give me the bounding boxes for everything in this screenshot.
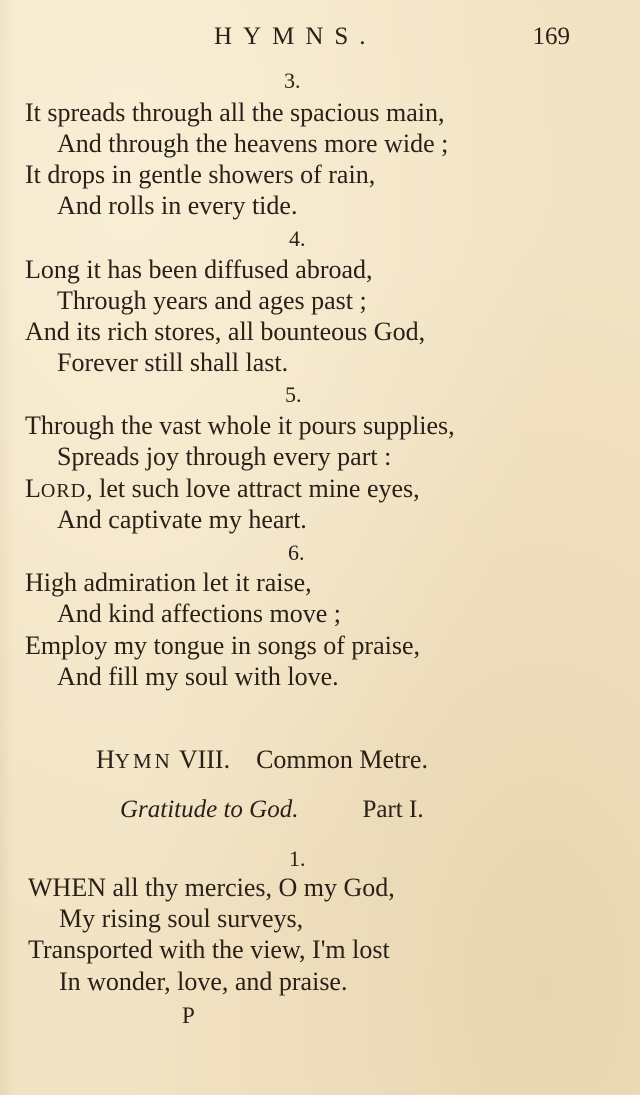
- verse-line: Long it has been diffused abroad,: [25, 255, 373, 284]
- verse-line: And captivate my heart.: [57, 505, 307, 534]
- verse-line: Through years and ages past ;: [57, 286, 367, 315]
- hymn-label-small-caps: YMN: [114, 749, 173, 773]
- lord-small-caps: ORD: [40, 480, 87, 502]
- hymn-number: VIII.: [178, 745, 231, 774]
- hymn-subject: Gratitude to God.: [120, 796, 299, 823]
- verse-line: Spreads joy through every part :: [57, 442, 392, 471]
- verse-line: Employ my tongue in songs of praise,: [25, 631, 421, 660]
- lord-initial: L: [25, 474, 41, 503]
- verse-line: In wonder, love, and praise.: [59, 967, 348, 996]
- hymn-heading: [96, 745, 428, 776]
- verse-line: And kind affections move ;: [57, 599, 342, 628]
- verse-line: And its rich stores, all bounteous God,: [25, 317, 426, 346]
- verse-line: Through the vast whole it pours supplies,: [25, 411, 455, 440]
- signature-mark: P: [182, 1003, 195, 1028]
- verse-line: Forever still shall last.: [57, 348, 289, 377]
- running-title: HYMNS.: [214, 23, 377, 50]
- hymn-metre: Common Metre.: [256, 745, 428, 774]
- verse-line: It drops in gentle showers of rain,: [25, 160, 376, 189]
- hymn-label-initial: H: [96, 745, 115, 774]
- verse-line: And fill my soul with love.: [57, 662, 339, 691]
- hymn-subtitle: [120, 795, 424, 825]
- hymn-part: Part I.: [362, 796, 424, 823]
- verse-line: My rising soul surveys,: [59, 904, 304, 933]
- verse-line: WHEN all thy mercies, O my God,: [28, 873, 395, 902]
- verse-line: It spreads through all the spacious main,: [25, 98, 445, 127]
- stanza-number: 1.: [289, 846, 306, 871]
- verse-line: And through the heavens more wide ;: [57, 129, 449, 158]
- verse-line: Transported with the view, I'm lost: [28, 935, 390, 964]
- stanza-number: 6.: [288, 540, 305, 565]
- stanza-number: 3.: [284, 68, 301, 93]
- page-number: 169: [532, 23, 570, 50]
- verse-line: High admiration let it raise,: [25, 568, 312, 597]
- stanza-number: 5.: [285, 382, 302, 407]
- stanza-number: 4.: [289, 226, 306, 251]
- verse-line: And rolls in every tide.: [57, 191, 298, 220]
- verse-line: [25, 474, 420, 506]
- verse-line-remainder: , let such love attract mine eyes,: [86, 474, 420, 503]
